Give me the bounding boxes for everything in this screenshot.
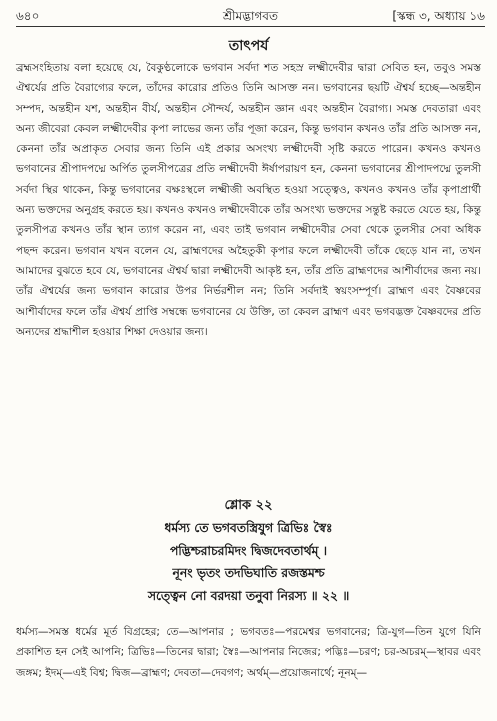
purport-text: ব্রহ্মসংহিতায় বলা হয়েছে যে, বৈকুণ্ঠলোকে ভগবান সর্বদা শত সহস্র লক্ষ্মীদেবীর দ্বারা সেবিত হন, তবুও সমস্ত ঐশ্বর্যের প্রতি বৈরাগ্যের ফলে, তাঁদের কারোর প্রতিও তিনি আসক্ত নন। ভগবানের ছয়টি ঐশ্বর্য হচ্ছে—অন্তহীন সম্পদ, অন্তহীন যশ, অন্তহীন বীর্য, অন্তহীন সৌন্দর্য, অন্তহীন জ্ঞান এবং অন্তহীন বৈরাগ্য। সমস্ত দেবতারা এবং অন্য জীবেরা কেবল লক্ষ্মীদেবীর কৃপা লাভের জন্য তাঁর পূজা করেন, কিন্তু ভগবান কখনও তাঁর প্রতি আসক্ত নন, কেননা তাঁর অপ্রাকৃত সেবার জন্য তিনি এই প্রকার অসংখ্য লক্ষ্মীদেবী সৃষ্টি করতে পারেন। কখনও কখনও ভগবানের শ্রীপাদপদ্মে অর্পিত তুলসীপত্রের প্রতি লক্ষ্মীদেবী ঈর্ষাপরায়ণ হন, কেননা ভগবানের শ্রীপাদপদ্মে তুলসী সর্বদা স্থির থাকেন, কিন্তু ভগবানের বক্ষঃস্থলে লক্ষ্মীজী অবস্থিত হওয়া সত্ত্বেও, কখনও কখনও তাঁর কৃপাপ্রার্থী অন্য ভক্তদের অনুগ্রহ করতে হয়। কখনও কখনও লক্ষ্মীদেবীকে তাঁর অসংখ্য ভক্তদের সন্তুষ্ট করতে যেতে হয়, কিন্তু তুলসীপত্র কখনও তাঁর স্থান ত্যাগ করেন না, এবং তাই ভগবান লক্ষ্মীদেবীর সেবা থেকে তুলসীর সেবা অধিক পছন্দ করেন। ভগবান যখন বলেন যে, ব্রাহ্মণদের অহৈতুকী কৃপার ফলে লক্ষ্মীদেবী তাঁকে ছেড়ে যান না, তখন আমাদের বুঝতে হবে যে, ভগবানের ঐশ্বর্য দ্বারা লক্ষ্মীদেবী আকৃষ্ট হন, তাঁর প্রতি ব্রাহ্মণদের আশীর্বাদের জন্য নয়। তাঁর ঐশ্বর্যের জন্য ভগবান কারোর উপর নির্ভরশীল নন; তিনি সর্বদাই স্বয়ংসম্পূর্ণ। ব্রাহ্মণ এবং বৈষ্ণবের আশীর্বাদের ফলে তাঁর ঐশ্বর্য প্রাপ্তি সম্বন্ধে ভগবানের যে উক্তি, তা কেবল ব্রাহ্মণ এবং ভগবদ্ভক্ত বৈষ্ণবদের প্রতি অন্যদের শ্রদ্ধাশীল হওয়ার শিক্ষা দেওয়ার জন্য। [16, 62, 481, 338]
purport-title: তাৎপর্য [228, 38, 269, 54]
book-title: শ্রীমদ্ভাগবত [222, 9, 278, 23]
verse-line-1: ধর্মস্য তে ভগবতস্ত্রিযুগ ত্রিভিঃ স্বৈঃ [164, 521, 333, 535]
chapter-reference: [স্কন্ধ ৩, অধ্যায় ১৬ [392, 9, 485, 23]
verse-line-3: নূনং ভৃতং তদভিঘাতি রজস্তমশ্চ [172, 566, 325, 581]
verse-line-4: সত্ত্বেন নো বরদয়া তনুবা নিরস্য ॥ ২২ ॥ [147, 588, 350, 603]
header-divider [16, 26, 485, 27]
verse-block [0, 517, 497, 607]
verse-line-2: পদ্ভিশ্চরাচরমিদং দ্বিজদেবতার্থম্ । [169, 543, 328, 558]
page-number: ৬৪০ [16, 9, 40, 23]
page-header [16, 6, 485, 26]
synonyms-text: ধর্মস্য—সমস্ত ধর্মের মূর্ত বিগ্রহের; তে—আপনার ; ভগবতঃ—পরমেশ্বর ভগবানের; ত্রি-যুগ—তিন যুগে যিনি প্রকাশিত হন সেই আপনি; ত্রিভিঃ—তিনের দ্বারা; স্বৈঃ—আপনার নিজের; পদ্ভিঃ—চরণ; চর-অচরম্—স্থাবর এবং জঙ্গম; ইদম্—এই বিশ্ব; দ্বিজ—ব্রাহ্মণ; দেবতা—দেবগণ; অর্থম্—প্রয়োজনার্থে; নূনম্— [16, 626, 481, 679]
verse-title: শ্লোক ২২ [224, 498, 273, 513]
